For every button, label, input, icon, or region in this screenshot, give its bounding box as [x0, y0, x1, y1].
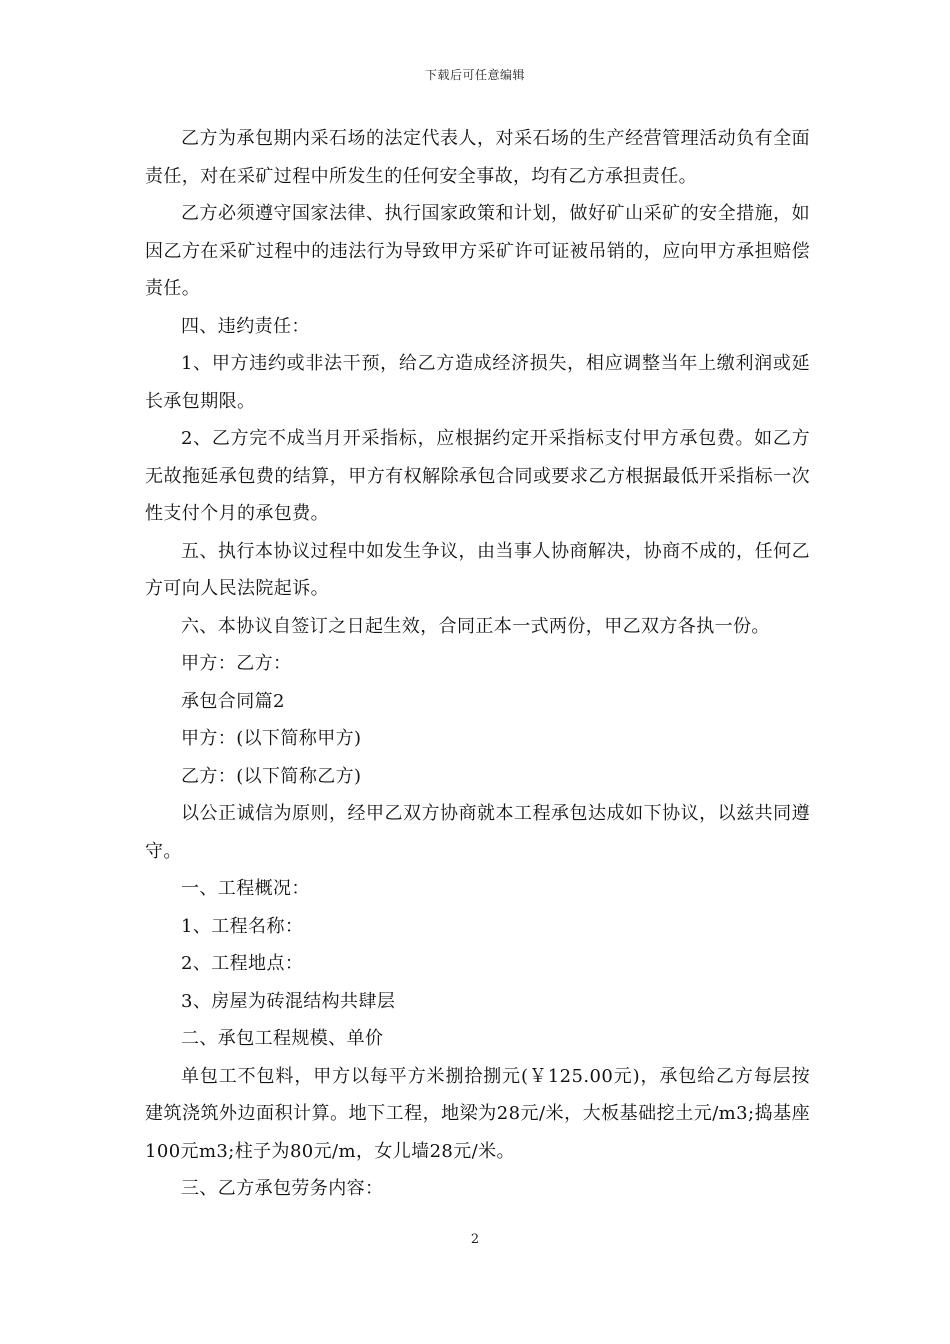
- paragraph: 五、执行本协议过程中如发生争议，由当事人协商解决，协商不成的，任何乙方可向人民法院起诉。: [145, 540, 810, 599]
- paragraph: 单包工不包料，甲方以每平方米捌拾捌元(￥125.00元)，承包给乙方每层按建筑浇筑外边面积计算。地下工程，地梁为28元/米，大板基础挖土元/m3;捣基座100元m3;柱子为80元/m，女儿墙28元/米。: [145, 1065, 810, 1162]
- party-b-line: 乙方：(以下简称乙方): [181, 765, 362, 787]
- paragraph: 2、乙方完不成当月开采指标，应根据约定开采指标支付甲方承包费。如乙方无故拖延承包费的结算，甲方有权解除承包合同或要求乙方根据最低开采指标一次性支付个月的承包费。: [145, 428, 810, 524]
- section-heading: 二、承包工程规模、单价: [181, 1028, 384, 1049]
- paragraph: 六、本协议自签订之日起生效，合同正本一式两份，甲乙双方各执一份。: [181, 615, 770, 637]
- page-header: 下载后可任意编辑: [424, 68, 525, 82]
- page-number: 2: [470, 1232, 480, 1247]
- section-heading: 承包合同篇2: [181, 690, 285, 712]
- party-a-line: 甲方：(以下简称甲方): [181, 728, 362, 749]
- section-heading: 四、违约责任：: [181, 315, 310, 337]
- paragraph: 乙方为承包期内采石场的法定代表人，对采石场的生产经营管理活动负有全面责任，对在采矿过程中所发生的任何安全事故，均有乙方承担责任。: [145, 128, 810, 187]
- section-heading: 三、乙方承包劳务内容：: [181, 1178, 384, 1199]
- list-item: 3、房屋为砖混结构共肆层: [181, 990, 396, 1012]
- document-body: [145, 120, 810, 1208]
- paragraph: 以公正诚信为原则，经甲乙双方协商就本工程承包达成如下协议，以兹共同遵守。: [145, 803, 810, 862]
- list-item: 2、工程地点：: [181, 953, 304, 974]
- paragraph: 1、甲方违约或非法干预，给乙方造成经济损失，相应调整当年上缴利润或延长承包期限。: [145, 353, 810, 412]
- paragraph: 乙方必须遵守国家法律、执行国家政策和计划，做好矿山采矿的安全措施，如因乙方在采矿过程中的违法行为导致甲方采矿许可证被吊销的，应向甲方承担赔偿责任。: [145, 203, 810, 299]
- section-heading: 一、工程概况：: [181, 878, 310, 899]
- list-item: 1、工程名称：: [181, 915, 304, 937]
- signature-line: 甲方：乙方：: [181, 653, 292, 674]
